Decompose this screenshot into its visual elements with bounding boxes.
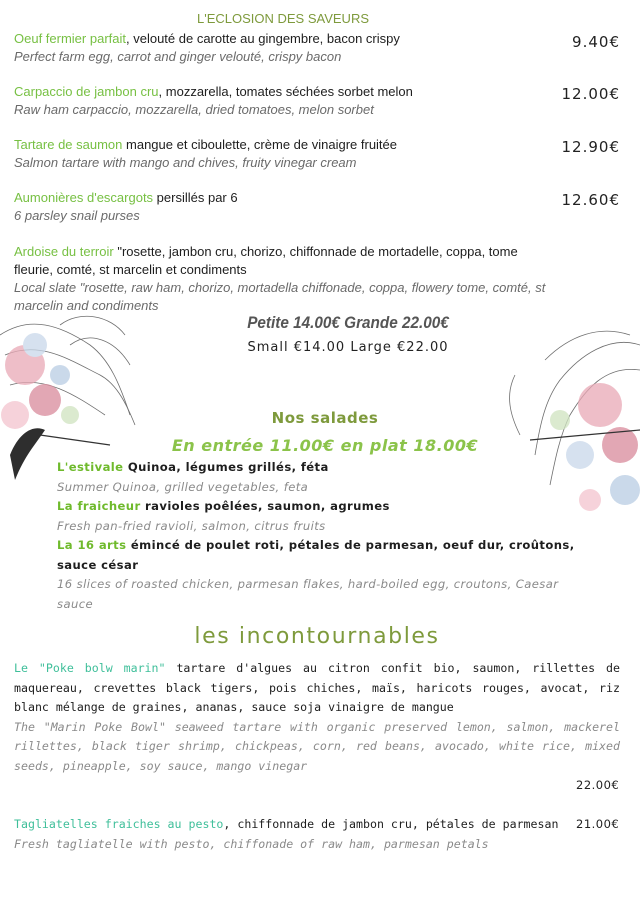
list-item bbox=[14, 189, 552, 225]
price: 22.00€ bbox=[576, 778, 620, 792]
price: 12.00€ bbox=[561, 85, 620, 103]
list-item bbox=[57, 458, 590, 478]
price: 12.90€ bbox=[561, 138, 620, 156]
list-item bbox=[14, 659, 620, 777]
list-item bbox=[14, 815, 574, 854]
list-item bbox=[14, 136, 552, 172]
dish-translation: 6 parsley snail purses bbox=[14, 208, 140, 223]
price: 9.40€ bbox=[572, 33, 620, 51]
dish-description: mangue et ciboulette, crème de vinaigre fruitée bbox=[122, 137, 398, 152]
dish-name: La 16 arts bbox=[57, 538, 127, 552]
list-item bbox=[57, 536, 590, 575]
dish-translation: Local slate "rosette, raw ham, chorizo, mortadella chiffonade, coppa, flowery tome, comté, st marcelin and condiments bbox=[14, 280, 546, 313]
list-item bbox=[14, 30, 552, 66]
dish-description: ravioles poêlées, saumon, agrumes bbox=[140, 499, 390, 513]
must-haves-heading: les incontournables bbox=[194, 624, 440, 649]
dish-translation: Raw ham carpaccio, mozzarella, dried tomatoes, melon sorbet bbox=[14, 102, 374, 117]
dish-description: émincé de poulet roti, pétales de parmesan, oeuf dur, croûtons, sauce césar bbox=[57, 538, 575, 572]
dish-translation: 16 slices of roasted chicken, parmesan flakes, hard-boiled egg, croutons, Caesar sauce bbox=[57, 577, 559, 611]
dish-description: "rosette, jambon cru, chorizo, chiffonnade de mortadelle, coppa, tome fleurie, comté, st marcelin et condiments bbox=[14, 244, 518, 277]
dish-description: , mozzarella, tomates séchées sorbet melon bbox=[158, 84, 413, 99]
ardoise-sizes: Petite 14.00€ Grande 22.00€ bbox=[247, 313, 449, 332]
dish-name: Aumonières d'escargots bbox=[14, 190, 154, 205]
salads-heading: Nos salades bbox=[271, 409, 379, 427]
dish-description: , velouté de carotte au gingembre, bacon crispy bbox=[126, 31, 400, 46]
dish-description: tartare d'algues au citron confit bio, saumon, rillettes de maquereau, crevettes black tigers, pois chiches, maïs, haricots rouges, avocat, riz blanc mélange de graines, ananas, sauce soja vinaigre de mangue bbox=[14, 661, 620, 715]
dish-name: L'estivale bbox=[57, 460, 124, 474]
dish-name: Tartare de saumon bbox=[14, 137, 123, 152]
dish-translation: Fresh pan-fried ravioli, salmon, citrus fruits bbox=[57, 518, 326, 533]
price: 21.00€ bbox=[576, 817, 620, 831]
dish-translation: Fresh tagliatelle with pesto, chiffonade of raw ham, parmesan petals bbox=[14, 836, 489, 851]
list-item bbox=[57, 497, 590, 517]
dish-name: Le "Poke bolw marin" bbox=[14, 661, 166, 675]
section-title: L'ECLOSION DES SAVEURS bbox=[196, 11, 369, 26]
list-item bbox=[14, 83, 552, 119]
dish-translation: Perfect farm egg, carrot and ginger velouté, crispy bacon bbox=[14, 49, 342, 64]
dish-name: Ardoise du terroir bbox=[14, 244, 114, 259]
dish-translation: Salmon tartare with mango and chives, fruity vinegar cream bbox=[14, 155, 357, 170]
dish-description: , chiffonnade de jambon cru, pétales de parmesan bbox=[223, 817, 559, 831]
dish-name: Tagliatelles fraiches au pesto bbox=[14, 817, 224, 831]
ardoise-sizes-translation: Small €14.00 Large €22.00 bbox=[247, 340, 449, 355]
dish-name: Carpaccio de jambon cru bbox=[14, 84, 159, 99]
list-item bbox=[14, 243, 552, 315]
dish-name: La fraicheur bbox=[57, 499, 141, 513]
dish-description: persillés par 6 bbox=[153, 190, 238, 205]
dish-translation: The "Marin Poke Bowl" seaweed tartare with organic preserved lemon, salmon, mackerel rillettes, black tiger shrimp, chickpeas, corn, red beans, avocado, white rice, mixed seeds, pineapple, soy sauce, mango vinegar bbox=[14, 719, 620, 773]
dish-translation: Summer Quinoa, grilled vegetables, feta bbox=[57, 479, 309, 494]
dish-description: Quinoa, légumes grillés, féta bbox=[123, 460, 329, 474]
salad-list bbox=[57, 458, 590, 614]
salads-prices: En entrée 11.00€ en plat 18.00€ bbox=[171, 436, 479, 455]
price: 12.60€ bbox=[561, 191, 620, 209]
dish-name: Oeuf fermier parfait bbox=[14, 31, 126, 46]
